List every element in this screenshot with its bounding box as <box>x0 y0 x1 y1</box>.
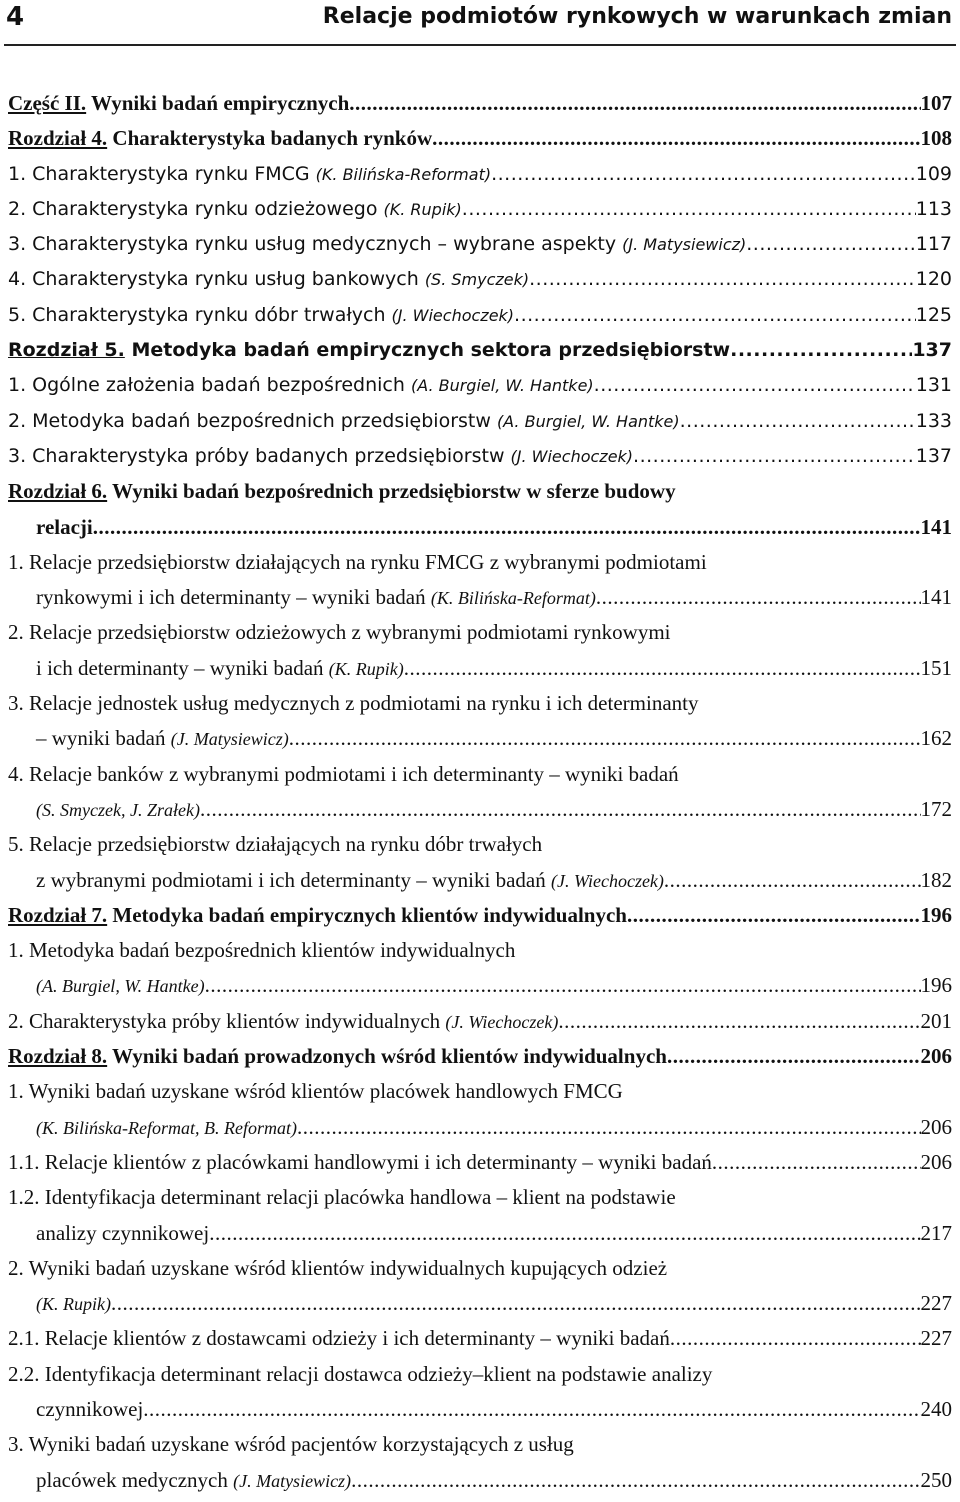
page-ref: 172 <box>920 796 952 821</box>
page-ref: 217 <box>920 1220 952 1245</box>
leader-dots <box>746 227 915 262</box>
leader-dots <box>491 157 916 192</box>
entry-author: (J. Matysiewicz) <box>170 729 289 750</box>
toc-entry <box>8 1251 952 1286</box>
entry-title: 2. Metodyka badań bezpośrednich przedsiębiorstw <box>8 409 497 432</box>
page-ref: 137 <box>915 444 952 467</box>
chapter-title: Metodyka badań empirycznych klientów indywidualnych <box>107 902 627 927</box>
page-ref: 182 <box>920 867 952 892</box>
page-ref: 227 <box>920 1291 952 1316</box>
entry-title: 2. Charakterystyka rynku odzieżowego <box>8 197 384 220</box>
entry-title: 1.2. Identyfikacja determinant relacji placówka handlowa – klient na podstawie <box>8 1185 676 1210</box>
entry-title: 2.2. Identyfikacja determinant relacji dostawca odzieży–klient na podstawie analizy <box>8 1361 713 1386</box>
entry-title: rynkowymi i ich determinanty – wyniki badań <box>36 585 431 610</box>
toc-entry-cont <box>8 792 952 827</box>
toc-entry <box>8 1427 952 1462</box>
page-ref: 108 <box>920 126 952 151</box>
page-ref: 113 <box>915 197 952 220</box>
toc-entry-cont <box>8 580 952 615</box>
entry-author: (J. Wiechoczek) <box>445 1011 559 1032</box>
toc-entry <box>8 545 952 580</box>
leader-dots <box>143 1392 920 1427</box>
toc-entry <box>8 1180 952 1215</box>
entry-title: i ich determinanty – wyniki badań <box>36 655 329 680</box>
toc-entry-cont <box>8 1463 952 1498</box>
chapter-title: Charakterystyka badanych rynków <box>107 126 433 151</box>
toc-entry <box>8 368 952 403</box>
chapter-title-cont: relacji <box>36 514 93 539</box>
toc-chapter-8 <box>8 1039 952 1074</box>
entry-author: (A. Burgiel, W. Hantke) <box>36 976 205 997</box>
entry-title: 5. Relacje przedsiębiorstw działających na rynku dóbr trwałych <box>8 832 543 857</box>
page-ref: 206 <box>920 1149 952 1174</box>
leader-dots <box>633 439 916 474</box>
toc-entry-cont <box>8 1110 952 1145</box>
chapter-label: Rozdział 7. <box>8 902 108 927</box>
leader-dots <box>432 121 920 156</box>
page-ref: 151 <box>920 655 952 680</box>
toc-entry <box>8 439 952 474</box>
part-title: Wyniki badań empirycznych <box>86 91 350 115</box>
entry-title: 5. Charakterystyka rynku dóbr trwałych <box>8 303 392 326</box>
leader-dots <box>680 404 916 439</box>
chapter-label: Rozdział 6. <box>8 479 108 504</box>
entry-title: 1. Metodyka badań bezpośrednich klientów indywidualnych <box>8 938 516 963</box>
page-ref: 137 <box>912 339 952 362</box>
running-title: Relacje podmiotów rynkowych w warunkach zmian <box>322 4 952 29</box>
page-ref: 107 <box>920 91 952 115</box>
entry-title: 1. Ogólne założenia badań bezpośrednich <box>8 374 411 397</box>
entry-author: (S. Smyczek) <box>424 270 530 290</box>
toc-entry <box>8 1004 952 1039</box>
toc-entry <box>8 404 952 439</box>
leader-dots <box>712 1145 921 1180</box>
leader-dots <box>514 298 916 333</box>
entry-author: (K. Rupik) <box>36 1294 111 1315</box>
entry-title: 2. Relacje przedsiębiorstw odzieżowych z wybranymi podmiotami rynkowymi <box>8 620 671 645</box>
page-ref: 133 <box>915 409 952 432</box>
page-ref: 206 <box>920 1044 952 1069</box>
entry-author: (K. Rupik) <box>383 199 462 219</box>
toc-entry <box>8 298 952 333</box>
chapter-title: Wyniki badań prowadzonych wśród klientów indywidualnych <box>107 1044 667 1069</box>
page-ref: 141 <box>920 514 952 539</box>
entry-title: 1. Charakterystyka rynku FMCG <box>8 162 316 185</box>
toc-chapter-6 <box>8 474 952 509</box>
toc-entry <box>8 1074 952 1109</box>
toc-part-heading <box>8 86 952 121</box>
toc-entry-cont <box>8 1216 952 1251</box>
toc-entry <box>8 1321 952 1356</box>
toc-chapter-4 <box>8 121 952 156</box>
entry-title: placówek medycznych <box>36 1467 234 1492</box>
entry-author: (K. Rupik) <box>328 658 404 679</box>
entry-title: 3. Relacje jednostek usług medycznych z podmiotami na rynku i ich determinanty <box>8 691 699 716</box>
table-of-contents <box>8 86 952 1498</box>
page-ref: 240 <box>920 1396 952 1421</box>
toc-chapter-5 <box>8 333 952 368</box>
leader-dots <box>351 1463 920 1498</box>
toc-chapter-6-cont <box>8 510 952 545</box>
leader-dots <box>670 1321 921 1356</box>
leader-dots <box>349 86 920 121</box>
toc-entry <box>8 686 952 721</box>
toc-entry <box>8 757 952 792</box>
leader-dots <box>200 792 921 827</box>
entry-author: (A. Burgiel, W. Hantke) <box>496 411 680 431</box>
leader-dots <box>297 1110 921 1145</box>
toc-entry <box>8 1145 952 1180</box>
entry-title: 2. Charakterystyka próby klientów indywidualnych <box>8 1008 446 1033</box>
entry-author: (J. Matysiewicz) <box>622 235 747 255</box>
page-ref: 196 <box>920 902 952 927</box>
page-ref: 109 <box>915 162 952 185</box>
entry-title: 1.1. Relacje klientów z placówkami handlowymi i ich determinanty – wyniki badań <box>8 1149 712 1174</box>
entry-title: 4. Relacje banków z wybranymi podmiotami i ich determinanty – wyniki badań <box>8 761 679 786</box>
chapter-label: Rozdział 5. <box>8 339 125 362</box>
page-ref: 206 <box>920 1114 952 1139</box>
chapter-title: Wyniki badań bezpośrednich przedsiębiorstw w sferze budowy <box>107 479 676 504</box>
entry-title: 2.1. Relacje klientów z dostawcami odzieży i ich determinanty – wyniki badań <box>8 1326 670 1351</box>
leader-dots <box>529 262 916 297</box>
page-ref: 131 <box>915 374 952 397</box>
entry-author: (K. Bilińska-Reformat) <box>430 588 596 609</box>
entry-author: (J. Wiechoczek) <box>391 305 515 325</box>
chapter-label: Rozdział 8. <box>8 1044 108 1069</box>
entry-title: – wyniki badań <box>36 726 171 751</box>
leader-dots <box>730 333 912 368</box>
entry-title: 3. Wyniki badań uzyskane wśród pacjentów korzystających z usług <box>8 1432 574 1457</box>
page-ref: 141 <box>920 585 952 610</box>
entry-title: z wybranymi podmiotami i ich determinanty – wyniki badań <box>36 867 551 892</box>
leader-dots <box>209 1216 920 1251</box>
page-ref: 125 <box>915 303 952 326</box>
entry-title: 4. Charakterystyka rynku usług bankowych <box>8 268 425 291</box>
leader-dots <box>205 968 921 1003</box>
toc-entry-cont <box>8 1392 952 1427</box>
leader-dots <box>93 510 921 545</box>
entry-title: 3. Charakterystyka rynku usług medycznych – wybrane aspekty <box>8 233 623 256</box>
toc-entry-cont <box>8 968 952 1003</box>
leader-dots <box>111 1286 921 1321</box>
toc-entry-cont <box>8 651 952 686</box>
chapter-title: Metodyka badań empirycznych sektora przedsiębiorstw <box>124 339 731 362</box>
part-label: Część II. <box>8 91 87 115</box>
entry-author: (J. Wiechoczek) <box>550 870 664 891</box>
toc-entry <box>8 157 952 192</box>
toc-entry <box>8 933 952 968</box>
entry-title: 1. Relacje przedsiębiorstw działających na rynku FMCG z wybranymi podmiotami <box>8 549 707 574</box>
chapter-label: Rozdział 4. <box>8 126 108 151</box>
page-header <box>0 0 960 38</box>
toc-entry-cont <box>8 721 952 756</box>
page-ref: 120 <box>915 268 952 291</box>
leader-dots <box>596 580 921 615</box>
entry-author: (K. Bilińska-Reformat, B. Reformat) <box>36 1117 297 1138</box>
leader-dots <box>289 721 921 756</box>
entry-title: czynnikowej <box>36 1396 144 1421</box>
page-ref: 201 <box>920 1008 952 1033</box>
leader-dots <box>667 1039 921 1074</box>
page-ref: 196 <box>920 973 952 998</box>
entry-title: 2. Wyniki badań uzyskane wśród klientów indywidualnych kupujących odzież <box>8 1255 668 1280</box>
entry-author: (S. Smyczek, J. Zrałek) <box>36 799 200 820</box>
toc-entry <box>8 262 952 297</box>
page-number: 4 <box>6 2 25 32</box>
page-ref: 227 <box>920 1326 952 1351</box>
leader-dots <box>627 898 921 933</box>
toc-entry <box>8 827 952 862</box>
entry-author: (J. Wiechoczek) <box>510 446 634 466</box>
toc-entry <box>8 227 952 262</box>
leader-dots <box>558 1004 920 1039</box>
toc-entry-cont <box>8 863 952 898</box>
header-rule <box>4 44 956 46</box>
entry-author: (J. Matysiewicz) <box>233 1470 352 1491</box>
leader-dots <box>664 863 921 898</box>
entry-title: 1. Wyniki badań uzyskane wśród klientów placówek handlowych FMCG <box>8 1079 623 1104</box>
page-ref: 117 <box>915 233 952 256</box>
toc-entry <box>8 615 952 650</box>
page-ref: 250 <box>920 1467 952 1492</box>
leader-dots <box>404 651 921 686</box>
entry-title: 3. Charakterystyka próby badanych przedsiębiorstw <box>8 444 511 467</box>
entry-title: analizy czynnikowej <box>36 1220 210 1245</box>
leader-dots <box>462 192 916 227</box>
toc-entry <box>8 1357 952 1392</box>
toc-chapter-7 <box>8 898 952 933</box>
page-ref: 162 <box>920 726 952 751</box>
toc-entry-cont <box>8 1286 952 1321</box>
entry-author: (A. Burgiel, W. Hantke) <box>410 376 594 396</box>
entry-author: (K. Bilińska-Reformat) <box>315 164 492 184</box>
leader-dots <box>594 368 916 403</box>
toc-entry <box>8 192 952 227</box>
